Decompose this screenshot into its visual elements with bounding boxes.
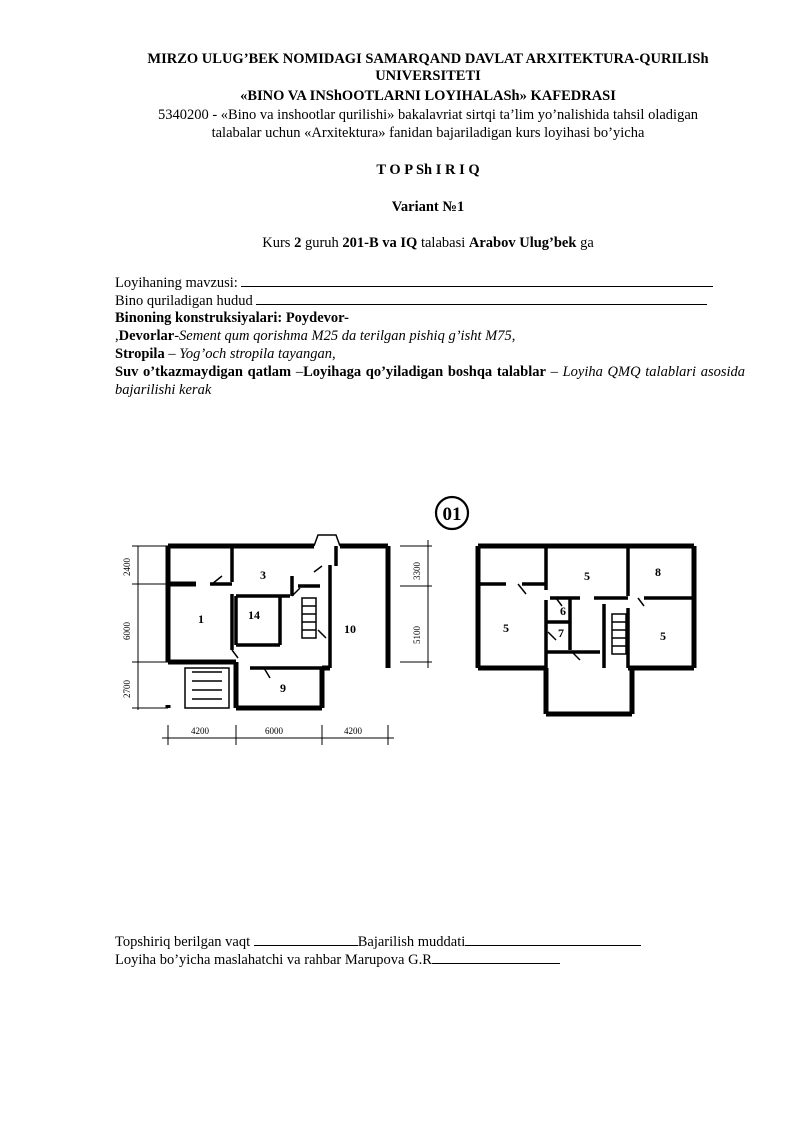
room-label-8: 8 bbox=[655, 565, 661, 579]
walls-label: Devorlar bbox=[118, 328, 175, 344]
course-line: talabalar uchun «Arxitektura» fanidan bajariladigan kurs loyihasi bo’yicha bbox=[211, 125, 645, 141]
program-line: 5340200 - «Bino va inshootlar qurilishi» bakalavriat sirtqi ta’lim yo’nalishida tahsil oladigan bbox=[157, 107, 699, 123]
upper-floor-room-labels bbox=[503, 565, 666, 643]
student-name: Arabov Ulug’bek bbox=[468, 235, 577, 251]
dim-left-2: 6000 bbox=[122, 622, 132, 640]
dash-1: – bbox=[291, 364, 304, 380]
rafter-value: – Yog’och stropila tayangan, bbox=[164, 346, 336, 362]
variant-badge bbox=[436, 497, 468, 529]
dim-bottom-3: 4200 bbox=[344, 726, 362, 736]
requirements-paragraph bbox=[115, 363, 745, 399]
room-label-5-right: 5 bbox=[660, 629, 666, 643]
department-name: «BINO VA INShOOTLARNI LOYIHALASh» KAFEDRASI bbox=[240, 88, 616, 104]
walls-value: -Sement qum qorishma M25 da terilgan pishiq g’isht M75, bbox=[174, 328, 516, 344]
place-blank[interactable] bbox=[256, 291, 707, 305]
document-title: T O P Sh I R I Q bbox=[376, 162, 480, 178]
student-mid1: guruh bbox=[301, 235, 343, 251]
student-mid2: talabasi bbox=[417, 235, 469, 251]
room-label-5-top: 5 bbox=[584, 569, 590, 583]
group-name: 201-B va IQ bbox=[342, 235, 418, 251]
dim-bottom-1: 4200 bbox=[191, 726, 209, 736]
other-requirements-label: Loyihaga qo’yiladigan boshqa talablar bbox=[303, 364, 546, 380]
room-label-14: 14 bbox=[248, 608, 260, 622]
student-suffix: ga bbox=[576, 235, 594, 251]
room-label-7: 7 bbox=[558, 626, 564, 640]
university-name: MIRZO ULUG’BEK NOMIDAGI SAMARQAND DAVLAT ARXITEKTURA-QURILISh bbox=[147, 51, 709, 67]
floor-plans bbox=[0, 490, 800, 760]
rafter-line bbox=[115, 345, 745, 363]
ground-floor-room-labels bbox=[198, 568, 356, 695]
room-label-3: 3 bbox=[260, 568, 266, 582]
deadline-blank[interactable] bbox=[465, 932, 641, 946]
dim-left-1: 2400 bbox=[122, 558, 132, 576]
walls-line bbox=[115, 327, 745, 345]
waterproof-label: Suv o’tkazmaydigan qatlam bbox=[115, 364, 292, 380]
dim-right-2: 5100 bbox=[412, 626, 422, 644]
room-label-6: 6 bbox=[560, 604, 566, 618]
room-label-1: 1 bbox=[198, 612, 204, 626]
room-label-5-left: 5 bbox=[503, 621, 509, 635]
advisor-signature-blank[interactable] bbox=[432, 950, 560, 964]
student-line bbox=[100, 234, 756, 252]
advisor-line bbox=[115, 950, 745, 969]
deadline-label: Bajarilish muddati bbox=[357, 934, 466, 950]
constructions-line bbox=[115, 309, 745, 327]
given-date-blank[interactable] bbox=[254, 932, 358, 946]
dim-left-3: 2700 bbox=[122, 680, 132, 698]
rafter-label: Stropila bbox=[115, 346, 165, 362]
room-label-10: 10 bbox=[344, 622, 356, 636]
room-label-9: 9 bbox=[280, 681, 286, 695]
other-requirements-value: Loyiha QMQ talablari asosida bajarilishi kerak bbox=[115, 364, 746, 398]
ground-floor-plan bbox=[132, 535, 432, 745]
dates-line bbox=[115, 932, 745, 951]
dash-2: – bbox=[545, 364, 563, 380]
topic-blank[interactable] bbox=[241, 273, 713, 287]
constructions-label: Binoning konstruksiyalari: Poydevor- bbox=[115, 310, 349, 326]
walls-prefix: , bbox=[115, 328, 119, 344]
topic-field bbox=[115, 273, 745, 292]
place-label: Bino quriladigan hudud bbox=[115, 293, 257, 309]
student-prefix: Kurs bbox=[262, 235, 295, 251]
topic-label: Loyihaning mavzusi: bbox=[115, 275, 242, 291]
place-field bbox=[115, 291, 745, 310]
variant-label: Variant №1 bbox=[391, 199, 465, 215]
dim-bottom-2: 6000 bbox=[265, 726, 283, 736]
dim-right-1: 3300 bbox=[412, 562, 422, 580]
university-name-cont: UNIVERSITETI bbox=[375, 68, 481, 84]
given-date-label: Topshiriq berilgan vaqt bbox=[115, 934, 254, 950]
advisor-label: Loyiha bo’yicha maslahatchi va rahbar Marupova G.R bbox=[115, 952, 432, 968]
svg-text:01: 01 bbox=[442, 504, 462, 525]
course-number: 2 bbox=[294, 235, 302, 251]
